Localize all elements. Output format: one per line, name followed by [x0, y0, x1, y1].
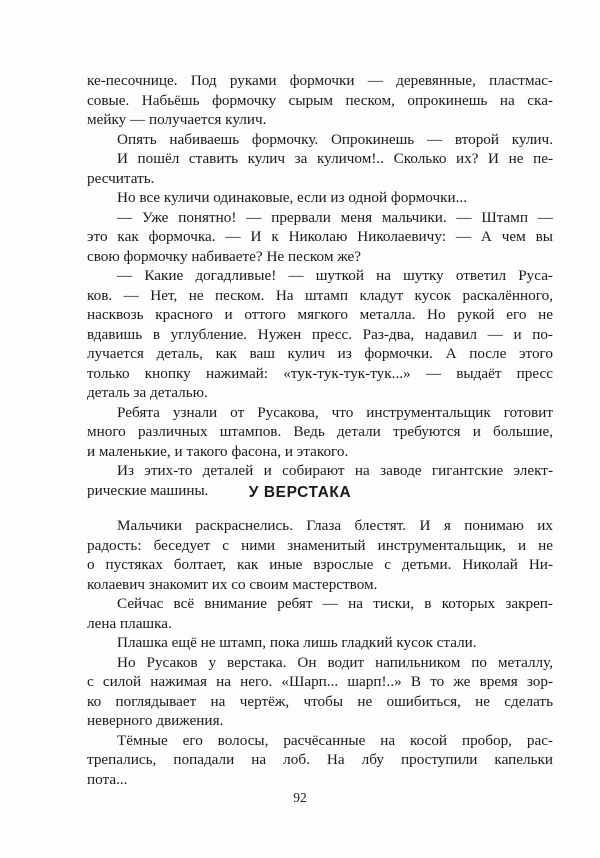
section-1-line: лучается деталь, как ваш кулич из формочки. А после этого [87, 345, 553, 362]
section-1-line: только кнопку нажимай: «тук-тук-тук-тук...» — выдаёт пресс [87, 364, 553, 382]
section-1-line: ке-песочнице. Под руками формочки — деревянные, пластмас- [87, 72, 553, 89]
section-2-line: неверного движения. [87, 712, 224, 729]
section-2-line: Сейчас всё внимание ребят — на тиски, в которых закреп- [117, 595, 553, 612]
section-1-line: это как формочка. — И к Николаю Николаевичу: — А чем вы [87, 228, 553, 245]
section-2-line: колаевич знакомит их со своим мастерством. [87, 575, 378, 593]
section-1-line: и маленькие, и такого фасона, и этакого. [87, 442, 349, 460]
section-1-line: — Какие догадливые! — шуткой на шутку ответил Руса- [117, 267, 553, 284]
section-1-line: свою формочку набиваете? Не песком же? [87, 247, 362, 265]
section-2-line: Тёмные его волосы, расчёсанные на косой пробор, рас- [117, 731, 553, 749]
section-2-line: Плашка ещё не штамп, пока лишь гладкий кусок стали. [117, 634, 477, 651]
section-1-line: мейку — получается кулич. [87, 111, 267, 128]
section-1-line: много различных штампов. Ведь детали требуются и большие, [87, 423, 553, 440]
section-1-line: вдавишь в углубление. Нужен пресс. Раз-два, надавил — и по- [87, 325, 553, 343]
section-1-line: насквозь красного и оттого мягкого металла. Но рукой его не [87, 306, 553, 323]
section-2-line: Мальчики раскраснелись. Глаза блестят. И я понимаю их [117, 517, 553, 534]
section-2-line: лена плашка. [87, 614, 172, 632]
text-section-1 [87, 71, 553, 500]
section-1-line: И пошёл ставить кулич за куличом!.. Сколько их? И не пе- [117, 150, 553, 167]
section-2-line: о пустяках болтает, как иные взрослые с детьми. Николай Ни- [87, 556, 553, 573]
section-1-line: Опять набиваешь формочку. Опрокинешь — второй кулич. [117, 130, 553, 148]
section-2-line: трепались, попадали на лоб. На лбу проступили капельки [87, 751, 553, 768]
page-number: 92 [293, 790, 307, 805]
section-2-line: Но Русаков у верстака. Он водит напильником по металлу, [117, 653, 553, 671]
section-2-line: радость: беседует с ними знаменитый инструментальщик, и не [87, 536, 553, 554]
section-2-line: пота... [87, 770, 128, 788]
section-1-line: Ребята узнали от Русакова, что инструментальщик готовит [117, 403, 553, 421]
section-1-line: — Уже понятно! — прервали меня мальчики. — Штамп — [117, 208, 553, 226]
section-1-line: ков. — Нет, не песком. На штамп кладут кусок раскалённого, [87, 286, 553, 304]
section-1-line: ресчитать. [87, 169, 155, 187]
section-2-line: с силой нажимая на него. «Шарп... шарп!..» В то же время зор- [87, 673, 553, 690]
section-1-line: совые. Набьёшь формочку сырым песком, опрокинешь на ска- [87, 91, 553, 109]
section-heading: У ВЕРСТАКА [248, 484, 352, 501]
section-1-line: рические машины. [87, 481, 209, 499]
section-1-line: деталь за деталью. [87, 384, 208, 401]
section-1-line: Но все куличи одинаковые, если из одной формочки... [117, 189, 468, 206]
text-section-2 [87, 516, 553, 789]
section-1-line: Из этих-то деталей и собирают на заводе гигантские элект- [117, 462, 553, 479]
section-2-line: ко поглядывает на чертёж, чтобы не ошибиться, не сделать [87, 692, 553, 710]
